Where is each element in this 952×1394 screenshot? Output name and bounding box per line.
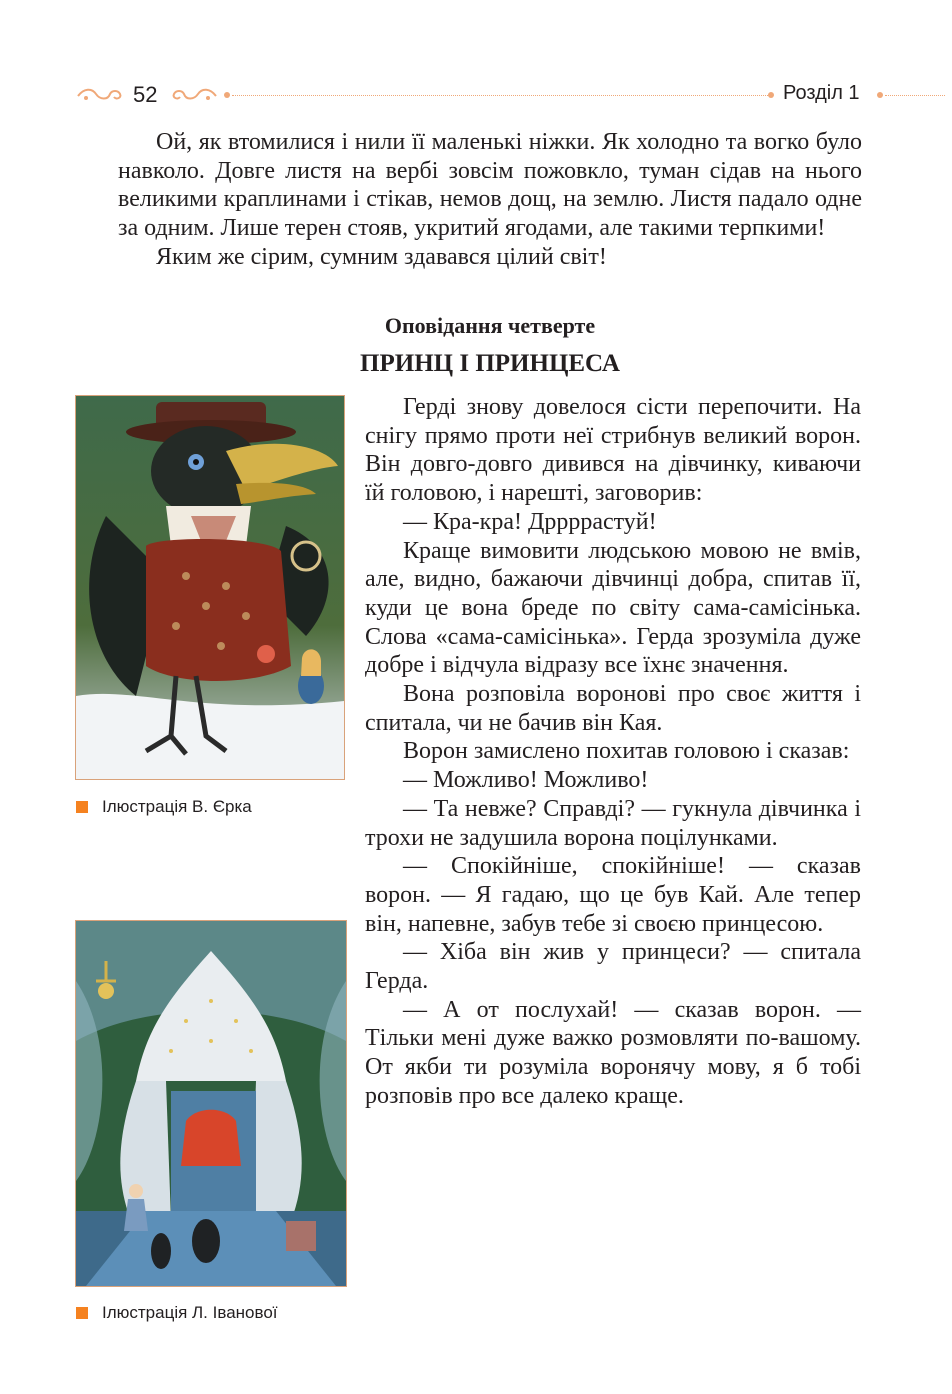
raven-illustration	[75, 395, 345, 780]
illustration-caption	[76, 797, 252, 817]
raven-picture	[76, 396, 344, 779]
paragraph: — Можливо! Можливо!	[403, 767, 649, 794]
header-dot-right	[877, 92, 883, 98]
caption-text: Ілюстрація Л. Іванової	[102, 1303, 278, 1322]
caption-marker-icon	[76, 801, 88, 813]
paragraph: Ой, як втомилися і нили її маленькі ніжки. Як холодно та вогко було навколо. Довге листя на вербі зовсім пожовкло, туман сідав на нього великими краплинами і стікав, немов дощ, на землю. Листя падало одне за одним. Лише терен стояв, укритий ягодами, але такими терпкими!	[118, 129, 862, 242]
paragraph: Вона розповіла воронові про своє життя і спитала, чи не бачив він Кая.	[365, 681, 861, 736]
paragraph: — Хіба він жив у принцеси? — спитала Герда.	[365, 939, 861, 995]
header-rule	[232, 95, 768, 96]
page-number: 52	[133, 82, 158, 107]
intro-text	[118, 128, 862, 272]
paragraph: — А от послухай! — сказав ворон. — Тільки мені дуже важко розмовляти по-вашому. От якби ти розуміла воронячу мову, я б тобі розповів про все далеко краще.	[365, 996, 861, 1109]
paragraph: — Та невже? Справді? — гукнула дівчинка і трохи не задушила ворона поцілунками.	[365, 795, 861, 851]
story-title: ПРИНЦ І ПРИНЦЕСА	[360, 350, 620, 377]
paragraph: — Спокійніше, спокійніше! — сказав ворон. — Я гадаю, що це був Кай. Але тепер він, напевне, забув тебе зі своєю принцесою.	[365, 853, 861, 937]
paragraph: — Кра-кра! Дррррастуй!	[403, 508, 657, 535]
left-ornament-icon	[76, 88, 124, 104]
story-text	[365, 393, 861, 1111]
right-ornament-icon	[170, 88, 218, 104]
header-dot-mid	[768, 92, 774, 98]
paragraph: Ворон замислено похитав головою і сказав:	[403, 738, 850, 765]
header-dot-left	[224, 92, 230, 98]
illustration-caption	[76, 1303, 278, 1323]
section-label: Розділ 1	[783, 82, 860, 104]
caption-marker-icon	[76, 1307, 88, 1319]
palace-illustration	[75, 920, 347, 1287]
palace-picture	[76, 921, 346, 1286]
paragraph: Краще вимовити людською мовою не вмів, але, видно, бажаючи дівчинці добра, спитав її, куди це вона бреде по світу сама-самісінька. Слова «сама-самісінька». Герда зрозуміла дуже добре і відчула відразу все їхнє значення.	[365, 537, 861, 679]
caption-text: Ілюстрація В. Єрка	[102, 797, 252, 816]
page-header	[0, 80, 952, 110]
paragraph: Яким же сірим, сумним здавався цілий світ!	[156, 243, 607, 270]
header-rule-right	[885, 95, 945, 96]
paragraph: Герді знову довелося сісти перепочити. На снігу прямо проти неї стрибнув великий ворон. Він довго-довго дивився на дівчинку, киваючи їй головою, і нарешті, заговорив:	[365, 394, 861, 507]
story-subtitle: Оповідання четверте	[384, 313, 596, 338]
